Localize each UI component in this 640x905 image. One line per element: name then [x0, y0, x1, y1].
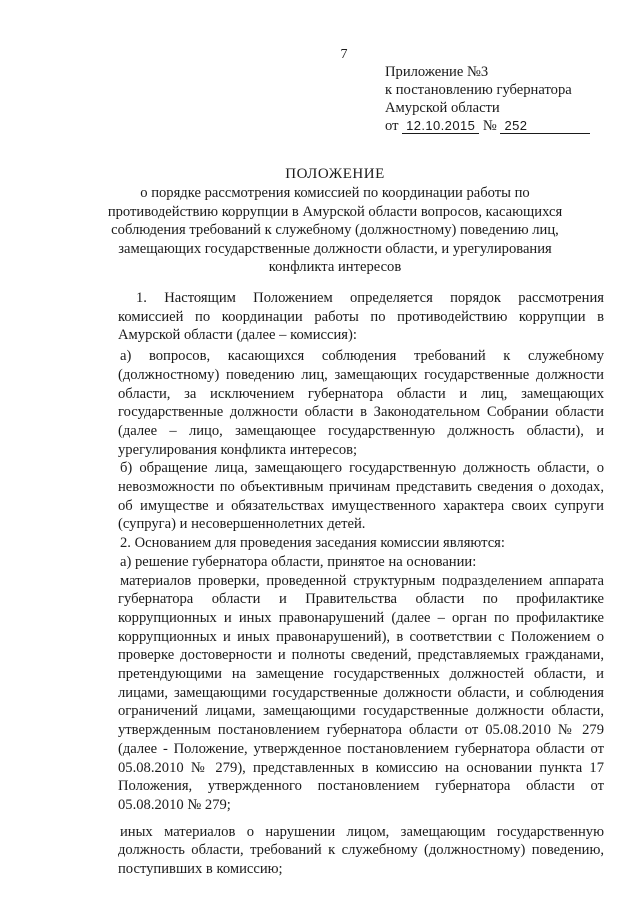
annex-date-prefix: от [385, 118, 399, 134]
paragraph-2a-materials: материалов проверки, проведенной структурным подразделением аппарата губернатора области и Правительства области по профилактике коррупционных и иных правонарушений (далее – орган по профилактике коррупционных и иных правонарушений), в соответствии с Положением о проверке достоверности и полноты сведений, представляемых гражданами, претендующими на замещение государственных должностей области, и лицами, замещающими государственные должности области, и соблюдения ограничений лицами, замещающими государственные должности области, утвержденным постановлением губернатора области от 05.08.2010 № 279 (далее - Положение, утвержденное постановлением губернатора области от 05.08.2010 № 279), представленных в комиссию на основании пункта 17 Положения, утвержденного постановлением губернатора области от 05.08.2010 № 279; [118, 572, 604, 813]
page-number: 7 [340, 47, 348, 62]
annex-date-line [385, 117, 625, 135]
document-subtitle [100, 184, 570, 277]
title-block [100, 165, 570, 277]
paragraph-1a: а) вопросов, касающихся соблюдения требований к служебному (должностному) поведению лиц, замещающих государственные должности области, за исключением губернатора области и лиц, замещающих государственные должности области в Законодательном Собрании области (далее – лицо, замещающее государственную должность области), и урегулирования конфликта интересов; [118, 348, 604, 458]
subtitle-line: о порядке рассмотрения комиссией по координации работы по [140, 185, 530, 201]
subtitle-line: соблюдения требований к служебному (должностному) поведению лиц, [111, 222, 559, 239]
paragraph-1: 1. Настоящим Положением определяется порядок рассмотрения комиссией по координации работы по противодействию коррупции в Амурской области (далее – комиссия): [118, 290, 604, 344]
annex-number-sign: № [482, 118, 497, 134]
paragraph-2a: а) решение губернатора области, принятое на основании: [120, 553, 477, 570]
document-title: ПОЛОЖЕНИЕ [285, 166, 385, 182]
paragraph-2: 2. Основанием для проведения заседания комиссии являются: [120, 535, 505, 552]
annex-number: 252 [500, 118, 590, 134]
annex-header [385, 63, 625, 135]
subtitle-line: конфликта интересов [268, 259, 402, 276]
annex-date: 12.10.2015 [402, 118, 479, 134]
subtitle-line: противодействию коррупции в Амурской области вопросов, касающихся [107, 203, 563, 220]
document-body [118, 289, 604, 879]
annex-resolution: к постановлению губернатора [385, 82, 572, 98]
annex-region: Амурской области [385, 100, 500, 116]
subtitle-line: замещающих государственные должности области, и урегулирования [118, 240, 552, 257]
annex-title: Приложение №3 [385, 64, 489, 80]
paragraph-1b: б) обращение лица, замещающего государственную должность области, о невозможности по объективным причинам представить сведения о доходах, об имуществе и обязательствах имущественного характера своих супруги (супруга) и несовершеннолетних детей. [118, 460, 604, 533]
paragraph-2a-other: иных материалов о нарушении лицом, замещающим государственную должность области, требований к служебному (должностному) поведению, поступивших в комиссию; [118, 823, 604, 878]
